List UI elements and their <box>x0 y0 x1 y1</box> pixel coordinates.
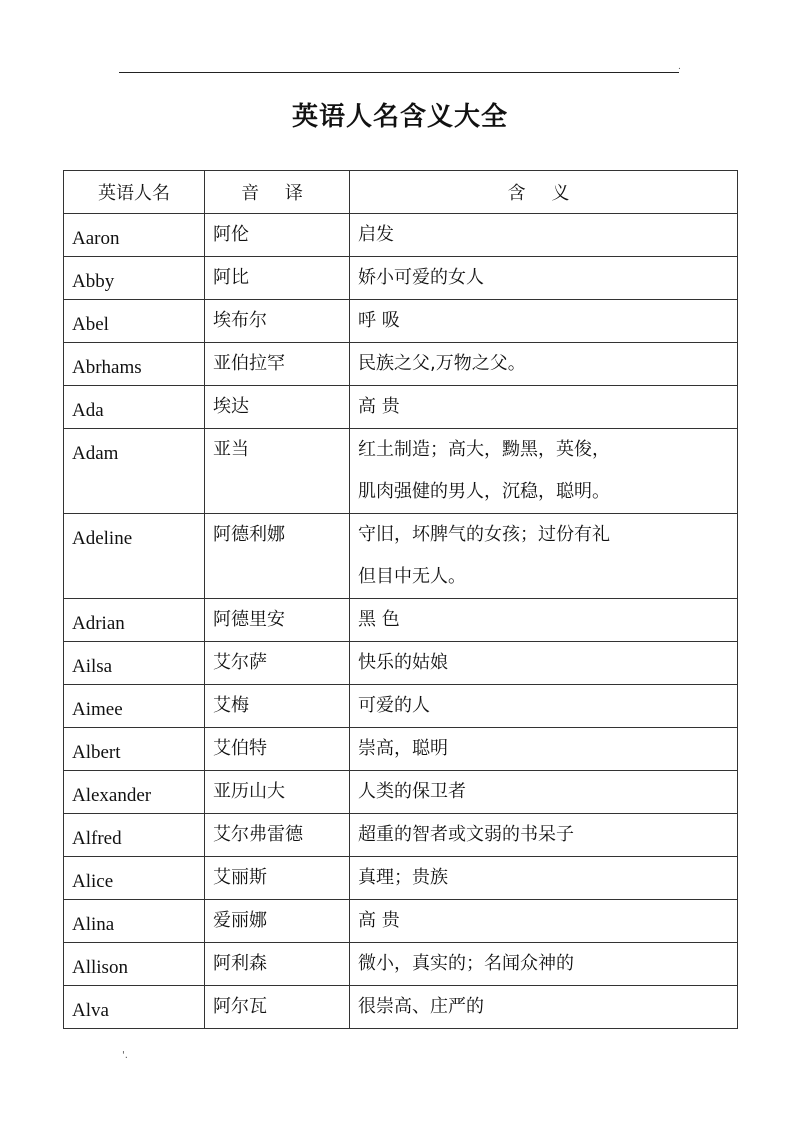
meaning-cell <box>350 857 738 900</box>
footer-mark: '. <box>122 1050 128 1061</box>
meaning-cell <box>350 900 738 943</box>
translit-cell <box>205 429 350 514</box>
name-cell <box>64 728 205 771</box>
english-name: Adam <box>72 443 119 464</box>
transliteration: 亚伯拉罕 <box>213 353 285 374</box>
translit-cell <box>205 599 350 642</box>
name-cell <box>64 514 205 599</box>
transliteration: 阿德利娜 <box>213 524 285 545</box>
transliteration: 艾梅 <box>213 695 249 716</box>
english-name: Alva <box>72 1000 109 1021</box>
table-row <box>64 814 738 857</box>
name-cell <box>64 986 205 1029</box>
english-name: Ada <box>72 400 104 421</box>
translit-cell <box>205 257 350 300</box>
meaning-line: 崇高，聪明 <box>358 738 448 759</box>
meaning-cell <box>350 943 738 986</box>
meaning-line: 快乐的姑娘 <box>358 652 448 673</box>
table-row <box>64 300 738 343</box>
meaning-cell <box>350 771 738 814</box>
meaning-cell <box>350 728 738 771</box>
translit-cell <box>205 814 350 857</box>
meaning-line: 超重的智者或文弱的书呆子 <box>358 824 574 845</box>
table-row <box>64 771 738 814</box>
translit-cell <box>205 642 350 685</box>
page-title: 英语人名含义大全 <box>291 102 508 132</box>
name-cell <box>64 257 205 300</box>
meaning-cell <box>350 599 738 642</box>
meaning-line: 很崇高、庄严的 <box>358 996 484 1017</box>
name-cell <box>64 599 205 642</box>
translit-cell <box>205 943 350 986</box>
transliteration: 埃达 <box>213 396 249 417</box>
meaning-line: 民族之父,万物之父。 <box>358 353 526 374</box>
meaning-cell <box>350 514 738 599</box>
transliteration: 埃布尔 <box>213 310 267 331</box>
english-name: Alina <box>72 914 115 935</box>
english-name: Alfred <box>72 828 122 849</box>
name-cell <box>64 343 205 386</box>
table-row <box>64 599 738 642</box>
english-name: Alexander <box>72 785 152 806</box>
table-row <box>64 685 738 728</box>
table-row <box>64 429 738 514</box>
name-cell <box>64 771 205 814</box>
translit-cell <box>205 685 350 728</box>
table-header-row <box>64 171 738 214</box>
english-name: Abby <box>72 271 115 292</box>
translit-cell <box>205 986 350 1029</box>
name-cell <box>64 685 205 728</box>
english-name: Abel <box>72 314 109 335</box>
meaning-line: 高 贵 <box>358 910 400 931</box>
meaning-line: 可爱的人 <box>358 695 430 716</box>
transliteration: 艾丽斯 <box>213 867 267 888</box>
table-row <box>64 343 738 386</box>
column-header-meaning: 含 义 <box>350 171 738 214</box>
english-name: Alice <box>72 871 114 892</box>
table-row <box>64 642 738 685</box>
table-row <box>64 214 738 257</box>
meaning-cell <box>350 429 738 514</box>
name-cell <box>64 642 205 685</box>
table-row <box>64 386 738 429</box>
transliteration: 艾伯特 <box>213 738 267 759</box>
meaning-cell <box>350 814 738 857</box>
column-header-name: 英语人名 <box>64 171 205 214</box>
english-name: Ailsa <box>72 656 113 677</box>
transliteration: 爱丽娜 <box>213 910 267 931</box>
english-name: Allison <box>72 957 128 978</box>
meaning-cell <box>350 300 738 343</box>
name-cell <box>64 943 205 986</box>
column-header-translit: 音 译 <box>205 171 350 214</box>
translit-cell <box>205 771 350 814</box>
translit-cell <box>205 857 350 900</box>
table-row <box>64 728 738 771</box>
meaning-line: 娇小可爱的女人 <box>358 267 484 288</box>
transliteration: 亚当 <box>213 439 249 460</box>
translit-cell <box>205 514 350 599</box>
meaning-line: 黑 色 <box>358 609 400 630</box>
transliteration: 阿德里安 <box>213 609 285 630</box>
table-row <box>64 514 738 599</box>
meaning-cell <box>350 685 738 728</box>
header-rule <box>119 72 679 73</box>
meaning-line: 守旧，坏脾气的女孩；过份有礼 <box>358 524 610 545</box>
table-row <box>64 986 738 1029</box>
names-table <box>63 170 738 1029</box>
english-name: Albert <box>72 742 121 763</box>
english-name: Abrhams <box>72 357 142 378</box>
table-row <box>64 943 738 986</box>
meaning-line: 红土制造；高大，黝黑，英俊， <box>358 439 610 460</box>
meaning-line: 但目中无人。 <box>358 566 466 587</box>
table-row <box>64 900 738 943</box>
name-cell <box>64 214 205 257</box>
name-cell <box>64 857 205 900</box>
translit-cell <box>205 300 350 343</box>
english-name: Adeline <box>72 528 133 549</box>
meaning-line: 呼 吸 <box>358 310 400 331</box>
translit-cell <box>205 900 350 943</box>
meaning-cell <box>350 386 738 429</box>
name-cell <box>64 814 205 857</box>
name-cell <box>64 429 205 514</box>
header-mark: . <box>678 62 681 72</box>
table-row <box>64 257 738 300</box>
english-name: Aimee <box>72 699 123 720</box>
meaning-cell <box>350 642 738 685</box>
meaning-line: 肌肉强健的男人，沉稳，聪明。 <box>358 481 610 502</box>
name-cell <box>64 900 205 943</box>
meaning-line: 微小，真实的；名闻众神的 <box>358 953 574 974</box>
meaning-line: 高 贵 <box>358 396 400 417</box>
transliteration: 阿伦 <box>213 224 249 245</box>
table-row <box>64 857 738 900</box>
transliteration: 阿尔瓦 <box>213 996 267 1017</box>
translit-cell <box>205 728 350 771</box>
meaning-line: 真理；贵族 <box>358 867 448 888</box>
translit-cell <box>205 214 350 257</box>
transliteration: 艾尔弗雷德 <box>213 824 303 845</box>
meaning-cell <box>350 257 738 300</box>
translit-cell <box>205 343 350 386</box>
english-name: Aaron <box>72 228 120 249</box>
transliteration: 阿比 <box>213 267 249 288</box>
english-name: Adrian <box>72 613 125 634</box>
name-cell <box>64 300 205 343</box>
transliteration: 艾尔萨 <box>213 652 267 673</box>
translit-cell <box>205 386 350 429</box>
name-cell <box>64 386 205 429</box>
meaning-line: 人类的保卫者 <box>358 781 466 802</box>
meaning-cell <box>350 214 738 257</box>
meaning-cell <box>350 986 738 1029</box>
transliteration: 亚历山大 <box>213 781 285 802</box>
transliteration: 阿利森 <box>213 953 267 974</box>
meaning-line: 启发 <box>358 224 394 245</box>
meaning-cell <box>350 343 738 386</box>
